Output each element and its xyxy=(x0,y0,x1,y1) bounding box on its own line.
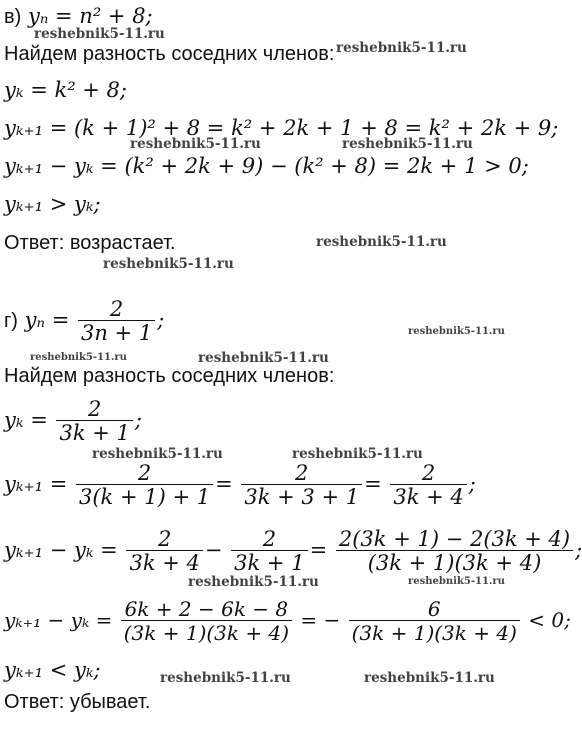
part-g-yk1-f1-num: 2 xyxy=(137,461,152,485)
watermark: reshebnik5-11.ru xyxy=(342,136,473,152)
part-g-yk1-f2-den: 3k + 3 + 1 xyxy=(241,484,362,509)
part-g-simp-mid: = − xyxy=(300,608,341,632)
part-g-simp-f1-den: (3k + 1)(3k + 4) xyxy=(121,620,292,645)
watermark: reshebnik5-11.ru xyxy=(160,670,291,686)
part-v-answer: Ответ: возрастает. xyxy=(4,232,176,254)
part-g-diff-fraction-3 xyxy=(336,528,573,575)
part-g-diff-fraction-1 xyxy=(126,528,202,575)
part-g-yk-line: yₖ = $\frac{2}{3k + 1}$ ; xyxy=(4,397,142,445)
watermark: reshebnik5-11.ru xyxy=(316,234,447,250)
part-g-inequality: yₖ₊₁ < yₖ; xyxy=(4,658,101,682)
part-g-label: г) xyxy=(4,310,18,332)
part-g-diff-f2-num: 2 xyxy=(262,527,277,551)
part-g-diff-f1-den: 3k + 4 xyxy=(126,550,202,575)
part-g-simp-f1-num: 6k + 2 − 6k − 8 xyxy=(124,597,289,621)
part-g-diff-fraction-2 xyxy=(231,528,307,575)
part-g-yk1-lhs: yₖ₊₁ = xyxy=(4,472,68,496)
part-v-label: в) xyxy=(4,6,22,28)
part-g-simp-tail: < 0; xyxy=(528,608,571,632)
part-v-formula: yₙ = n² + 8; xyxy=(27,4,153,28)
part-g-yk1-line: yₖ₊₁ = $\frac{2}{3(k + 1) + 1}$ = $\frac{2}{3k + 3 + 1}$ = $\frac{2}{3k + 4}$ ; xyxy=(4,461,476,509)
part-v-line1: yₖ = k² + 8; xyxy=(4,78,127,102)
watermark: reshebnik5-11.ru xyxy=(188,574,319,590)
watermark: reshebnik5-11.ru xyxy=(408,326,505,337)
watermark: reshebnik5-11.ru xyxy=(292,446,423,462)
watermark: reshebnik5-11.ru xyxy=(364,670,495,686)
part-g-diff-lhs: yₖ₊₁ − yₖ = xyxy=(4,538,118,562)
part-g-simp-lhs: yₖ₊₁ − yₖ = xyxy=(4,608,113,632)
part-g-lhs: yₙ = xyxy=(24,308,70,332)
watermark: reshebnik5-11.ru xyxy=(34,26,165,42)
part-g-diff-line: yₖ₊₁ − yₖ = $\frac{2}{3k + 4}$ − $\frac{2}{3k + 1}$ = $\frac{2(3k + 1) - 2(3k + 4)}{(3k + 1)(3k + 4)}$ ; xyxy=(4,527,582,575)
part-g-yk-fraction xyxy=(56,398,132,445)
part-g-def-num: 2 xyxy=(109,297,124,321)
part-g-diff-f1-num: 2 xyxy=(157,527,172,551)
part-g-def-fraction xyxy=(78,298,155,345)
part-v-line4: yₖ₊₁ > yₖ; xyxy=(4,192,101,216)
part-g-yk-lhs: yₖ = xyxy=(4,408,48,432)
part-g-yk1-fraction-2 xyxy=(241,462,362,509)
part-g-def-den: 3n + 1 xyxy=(78,320,155,345)
part-g-yk1-f2-num: 2 xyxy=(295,461,309,485)
part-g-simp-f2-den: (3k + 1)(3k + 4) xyxy=(349,620,520,645)
watermark: reshebnik5-11.ru xyxy=(92,446,223,462)
part-g-diff-f2-den: 3k + 1 xyxy=(231,550,307,575)
part-v-find-text: Найдем разность соседних членов: xyxy=(4,43,335,65)
part-g-yk1-fraction-3 xyxy=(390,462,466,509)
part-g-simplified-line xyxy=(4,598,571,645)
part-v-line2: yₖ₊₁ = (k + 1)² + 8 = k² + 2k + 1 + 8 = k² + 2k + 9; xyxy=(4,116,559,140)
part-g-yk-num: 2 xyxy=(88,397,102,421)
watermark: reshebnik5-11.ru xyxy=(336,40,467,56)
part-g-yk1-f3-num: 2 xyxy=(421,461,436,485)
part-g-simp-fraction-1 xyxy=(121,598,292,645)
part-g-yk1-f3-den: 3k + 4 xyxy=(390,484,466,509)
part-g-yk1-fraction-1 xyxy=(76,462,213,509)
watermark: reshebnik5-11.ru xyxy=(130,136,261,152)
part-g-simp-f2-num: 6 xyxy=(427,597,441,621)
watermark: reshebnik5-11.ru xyxy=(408,576,505,587)
part-g-yk-den: 3k + 1 xyxy=(56,420,132,445)
part-v-line3: yₖ₊₁ − yₖ = (k² + 2k + 9) − (k² + 8) = 2k + 1 > 0; xyxy=(4,154,529,178)
part-g-answer: Ответ: убывает. xyxy=(4,691,151,713)
part-g-yk1-f1-den: 3(k + 1) + 1 xyxy=(76,484,213,509)
part-g-find-text: Найдем разность соседних членов: xyxy=(4,365,335,387)
watermark: reshebnik5-11.ru xyxy=(198,350,329,366)
watermark: reshebnik5-11.ru xyxy=(30,352,127,363)
part-g-heading: г) yₙ = $\frac{2}{3n + 1}$ ; xyxy=(4,297,165,345)
part-g-simp-fraction-2 xyxy=(349,598,520,645)
watermark: reshebnik5-11.ru xyxy=(103,256,234,272)
part-g-diff-f3-num: 2(3k + 1) − 2(3k + 4) xyxy=(338,527,571,551)
part-g-diff-f3-den: (3k + 1)(3k + 4) xyxy=(336,550,573,575)
